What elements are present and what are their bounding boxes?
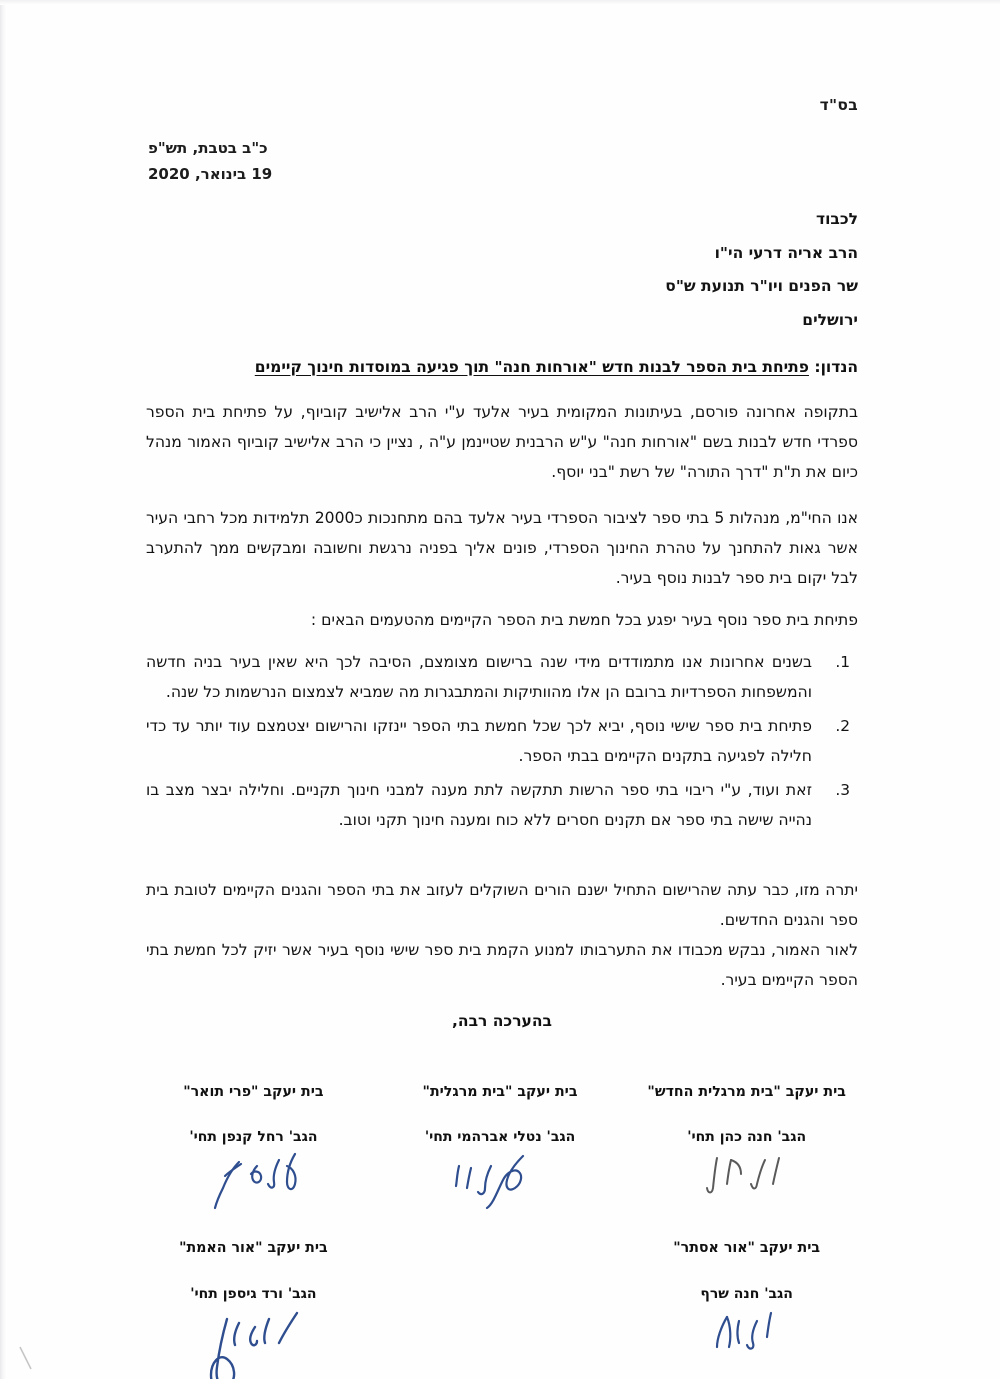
signature-school-name: בית יעקב "אור אסתר" xyxy=(673,1240,821,1257)
list-item xyxy=(146,776,858,836)
signature-person-name: הגב' נטלי אברהמי תחי' xyxy=(424,1129,576,1146)
signature-person-name: הגב' חנה שרף xyxy=(700,1285,793,1302)
signature-school-name: בית יעקב "בית מרגלית" xyxy=(422,1084,578,1100)
date-hebrew: כ"ב בטבת, תש"פ xyxy=(148,139,268,157)
subject-text: פתיחת בית הספר לבנות חדש "אורחות חנה" תוך פגיעה במוסדות חינוך קיימים xyxy=(254,358,809,376)
bsd-heading: בס"ד xyxy=(819,96,858,114)
paragraph-1: בתקופה אחרונה פורסם, בעיתונות המקומית בעיר אלעד ע"י הרב אלישיב קוביוף, על פתיחת בית הספר ספרדי חדש לבנות בשם "אורחות חנה" ע"ש הרבנית שטיינמן ע"ה , נציין כי הרב אלישיב קוביוף האמור מנהל כיום את ת"ת "דרך התורה" של רשת "בני יוסף. xyxy=(146,403,858,481)
date-gregorian: 19 בינואר, 2020 xyxy=(148,165,273,184)
handwritten-signature xyxy=(130,1150,377,1216)
signature-block-or-astar xyxy=(623,1238,870,1372)
signature-block-pri-toar xyxy=(130,1082,377,1216)
signature-block-or-haemet xyxy=(130,1238,377,1372)
signature-block-or-astar-left-placeholder xyxy=(623,1082,870,1216)
date-block xyxy=(148,135,368,188)
signature-person-name: הגב' חנה כהן תחי' xyxy=(687,1129,807,1146)
list-item-marker: .3 xyxy=(835,780,850,799)
handwritten-signature xyxy=(130,1307,377,1373)
subject-line xyxy=(146,358,858,376)
addressee-salutation: לכבוד xyxy=(815,210,858,228)
addressee-block xyxy=(338,203,858,338)
paragraph-5: יתרה מזו, כבר עתה שהרישום התחיל ישנם הורים השוקלים לעזוב את בתי הספר והגנים הקיימים לטובת בית ספר והגנים החדשים. xyxy=(146,881,858,929)
addressee-city: ירושלים xyxy=(802,310,858,329)
paragraph-2: אנו החי"מ, מנהלות 5 בתי ספר לציבור הספרדי בעיר אלעד בהם מתחנכות כ2000 תלמידות מכל רחבי העיר אשר גאות להתחנך על טהרת החינוך הספרדי, פונים אליך בפניה נרגשת וחשובה ומבקשים ממך להתערב לבל יקום בית ספר לבנות נוסף בעיר. xyxy=(146,509,858,587)
handwritten-signature xyxy=(377,1150,624,1216)
signature-row-2 xyxy=(130,1238,870,1372)
paragraph-6: לאור האמור, נבקש מכבודו את התערבותו למנוע הקמת בית ספר שישי נוסף בעיר אשר יזיק לכל חמשת בתי הספר הקיימים בעיר. xyxy=(146,941,858,989)
numbered-reasons-list xyxy=(146,648,858,840)
signature-grid xyxy=(130,1082,870,1373)
closing-line: בהערכה רבה, xyxy=(452,1012,552,1030)
list-item-text: בשנים אחרונות אנו מתמודדים מידי שנה ברישום מצומצם, הסיבה לכך היא שאין בעיר בניה חדשה והמשפחות הספרדיות ברובם הן אלו מהוותיקות והמתבגרות מה שמביא לצמצום הנרשמות כל שנה. xyxy=(146,653,812,701)
signature-person-name: הגב' ורד גיספן תחי' xyxy=(190,1285,317,1302)
paragraph-3-intro: פתיחת בית ספר נוסף בעיר יפגע בכל חמשת בית הספר הקיימים מהטעמים הבאים : xyxy=(310,611,858,629)
subject-label: הנדון: xyxy=(814,358,858,376)
list-item-text: פתיחת בית ספר שישי נוסף, יביא לכך שכל חמשת בתי הספר יינזקו והרישום יצטמצם עוד יותר עד כדי חלילה לפגיעה בתקנים הקיימים בבתי הספר. xyxy=(146,716,812,765)
addressee-name: הרב אריה דרעי הי"ו xyxy=(714,243,858,262)
signature-school-name: בית יעקב "אור האמת" xyxy=(179,1240,328,1257)
handwritten-signature xyxy=(623,1150,870,1216)
addressee-title: שר הפנים ויו"ר תנועת ש"ס xyxy=(665,277,858,296)
list-item xyxy=(146,648,858,708)
signature-row-1 xyxy=(130,1082,870,1216)
signature-block-bet-margalit xyxy=(377,1082,624,1216)
list-item-text: זאת ועוד, ע"י ריבוי בתי ספר הרשות תתקשה לתת מענה למבני חינוך תקניים. וחלילה יבצר מצב בו נהייה שישה בתי ספר אם תקנים חסרים ללא כוח ומענה חינוך תקני וטוב. xyxy=(146,780,812,829)
handwritten-signature xyxy=(623,1307,870,1373)
list-item-marker: .2 xyxy=(835,716,850,735)
list-item-marker: .1 xyxy=(835,653,850,671)
signature-person-name: הגב' רחל קנפן תחי' xyxy=(189,1129,318,1146)
list-item xyxy=(146,712,858,772)
signature-school-name: בית יעקב "פרי תואר" xyxy=(183,1084,324,1100)
signature-school-name: בית יעקב "בית מרגלית החדש" xyxy=(647,1084,846,1100)
